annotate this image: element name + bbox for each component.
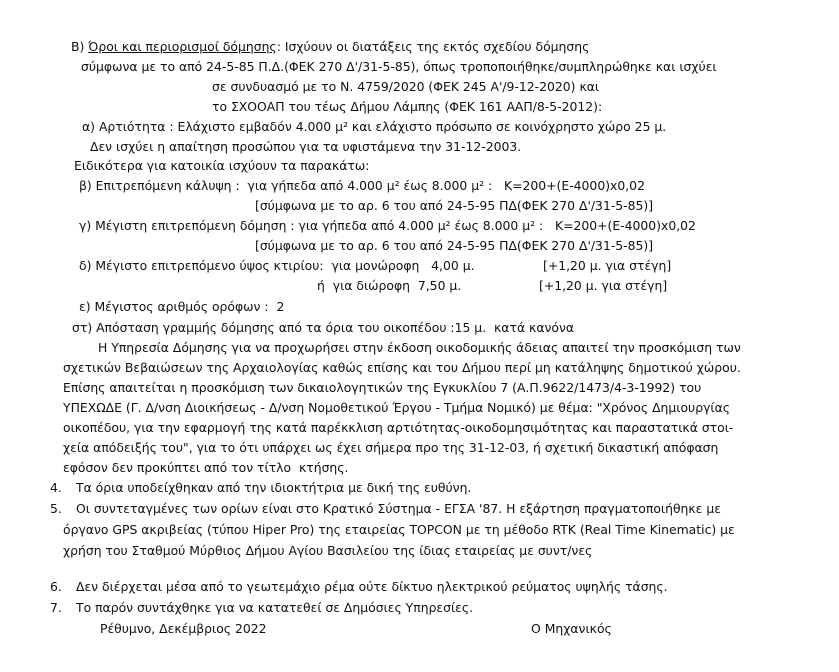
item-text: Τα όρια υποδείχθηκαν από την ιδιοκτήτρια με δική της ευθύνη. — [76, 480, 472, 495]
item-number: 4. — [50, 480, 62, 495]
term-c-line1: γ) Μέγιστη επιτρεπόμενη δόμηση : για γήπεδα από 4.000 μ² έως 8.000 μ² : Κ=200+(Ε-4000)x0,02 — [79, 218, 696, 233]
paragraph-line: Επίσης απαιτείται η προσκόμιση των δικαιολογητικών της Εγκυκλίου 7 (Α.Π.9622/1473/4-3-1992) του — [63, 380, 702, 395]
paragraph-line: σχετικών Βεβαιώσεων της Αρχαιολογίας καθώς επίσης και του Δήμου περί μη κατάληψης δημοτικού χώρου. — [63, 360, 741, 375]
section-b-line4: το ΣΧΟΟΑΠ του τέως Δήμου Λάμπης (ΦΕΚ 161 ΑΑΠ/8-5-2012): — [212, 99, 603, 114]
section-b-intro — [71, 39, 589, 55]
item-text: Το παρόν συντάχθηκε για να κατατεθεί σε Δημόσιες Υπηρεσίες. — [76, 600, 474, 615]
paragraph-line: Η Υπηρεσία Δόμησης για να προχωρήσει στην έκδοση οικοδομικής άδειας απαιτεί την προσκόμιση των — [98, 340, 741, 355]
term-d-line1: δ) Μέγιστο επιτρεπόμενο ύψος κτιρίου: για μονώροφη 4,00 μ. — [79, 258, 475, 273]
term-e-line: ε) Μέγιστος αριθμός ορόφων : 2 — [79, 299, 285, 314]
numbered-item-5-line3: χρήση του Σταθμού Μύρθιος Δήμου Αγίου Βασιλείου της ίδιας εταιρείας με συντ/νες — [63, 543, 593, 558]
term-a-line1: α) Αρτιότητα : Ελάχιστο εμβαδόν 4.000 μ² και ελάχιστο πρόσωπο σε κοινόχρηστο χώρο 25 μ. — [82, 119, 667, 134]
term-d-line2: ή για διώροφη 7,50 μ. — [317, 278, 462, 293]
term-b-line2: [σύμφωνα με το αρ. 6 του από 24-5-95 ΠΔ(ΦΕΚ 270 Δ'/31-5-85)] — [255, 198, 654, 213]
item-text: Δεν διέρχεται μέσα από το γεωτεμάχιο ρέμα ούτε δίκτυο ηλεκτρικού ρεύματος υψηλής τάσης. — [76, 579, 668, 594]
signature-label: Ο Μηχανικός — [531, 621, 612, 636]
section-b-line3: σε συνδυασμό με το Ν. 4759/2020 (ΦΕΚ 245 Α'/9-12-2020) και — [212, 79, 600, 94]
paragraph-line: εφόσον δεν προκύπτει από τον τίτλο κτήσης. — [63, 460, 349, 475]
term-c-line2: [σύμφωνα με το αρ. 6 του από 24-5-95 ΠΔ(ΦΕΚ 270 Δ'/31-5-85)] — [255, 238, 654, 253]
paragraph-line: οικοπέδου, για την εφαρμογή της κατά παρέκκλιση αρτιότητας-οικοδομησιμότητας και παραστατικά στοι- — [63, 420, 734, 435]
term-d-line1-note: [+1,20 μ. για στέγη] — [543, 258, 672, 273]
housing-heading: Ειδικότερα για κατοικία ισχύουν τα παρακάτω: — [74, 158, 370, 173]
place-date: Ρέθυμνο, Δεκέμβριος 2022 — [100, 621, 267, 636]
paragraph-line: χεία απόδειξής του", για το ότι υπάρχει ως έχει σήμερα προ της 31-12-03, ή σχετική δικαστική απόφαση — [63, 440, 719, 455]
term-d-line2-note: [+1,20 μ. για στέγη] — [539, 278, 668, 293]
section-b-label: Β) — [71, 39, 89, 54]
numbered-item-5 — [50, 501, 721, 517]
numbered-item-6 — [50, 579, 668, 595]
term-b-line1: β) Επιτρεπόμενη κάλυψη : για γήπεδα από 4.000 μ² έως 8.000 μ² : Κ=200+(Ε-4000)x0,02 — [79, 178, 645, 193]
section-b-intro-rest: : Ισχύουν οι διατάξεις της εκτός σχεδίου δόμησης — [276, 39, 590, 54]
numbered-item-7 — [50, 600, 473, 616]
section-b-line2: σύμφωνα με το από 24-5-85 Π.Δ.(ΦΕΚ 270 Δ'/31-5-85), όπως τροποποιήθηκε/συμπληρώθηκε και ισχύει — [81, 59, 717, 74]
term-a-line2: Δεν ισχύει η απαίτηση προσώπου για τα υφιστάμενα την 31-12-2003. — [90, 139, 522, 154]
paragraph-line: ΥΠΕΧΩΔΕ (Γ. Δ/νση Διοικήσεως - Δ/νση Νομοθετικού Έργου - Τμήμα Νομικό) με θέμα: "Χρόνος Δημιουργίας — [63, 400, 731, 415]
numbered-item-5-line2: όργανο GPS ακριβείας (τύπου Hiper Pro) της εταιρείας TOPCON με τη μέθοδο RTK (Real Time Kinematic) με — [63, 522, 735, 537]
term-st-line: στ) Απόσταση γραμμής δόμησης από τα όρια του οικοπέδου :15 μ. κατά κανόνα — [72, 320, 575, 335]
numbered-item-4 — [50, 480, 471, 496]
item-number: 7. — [50, 600, 62, 615]
item-number: 6. — [50, 579, 62, 594]
section-b-heading: Όροι και περιορισμοί δόμησης — [88, 39, 277, 54]
item-number: 5. — [50, 501, 62, 516]
item-text: Οι συντεταγμένες των ορίων είναι στο Κρατικό Σύστημα - ΕΓΣΑ '87. Η εξάρτηση πραγματοποιήθηκε με — [76, 501, 721, 516]
